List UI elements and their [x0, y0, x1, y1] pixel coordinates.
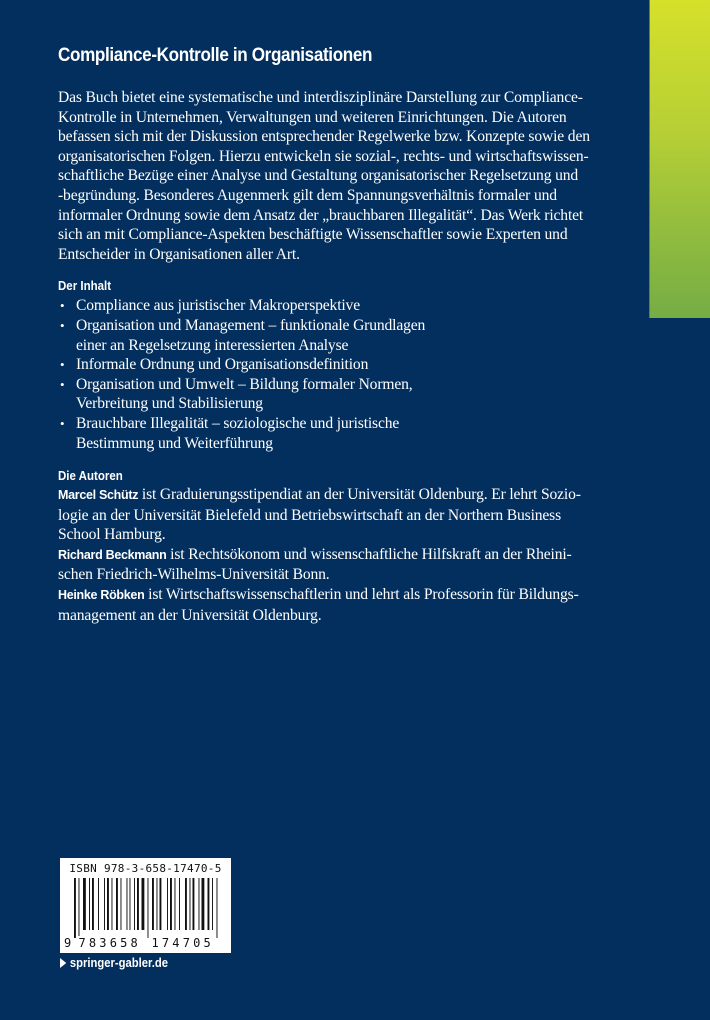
publisher-website-link[interactable] [60, 956, 168, 970]
barcode-digits [64, 936, 227, 950]
author-bio-first-line [58, 545, 618, 566]
contents-item [58, 414, 618, 453]
blurb-line: informaler Ordnung sowie dem Ansatz der „brauchbaren Illegalität“. Das Werk richtet [58, 206, 584, 224]
barcode-digit-lead: 9 [64, 936, 75, 950]
author-bio-line: School Hamburg. [58, 526, 166, 544]
barcode-bars-icon [74, 878, 219, 938]
author-name: Heinke Röbken [58, 588, 145, 603]
bullet-icon: • [60, 376, 65, 392]
publisher-link-text: springer-gabler.de [69, 956, 169, 970]
blurb-line: organisatorischen Folgen. Hierzu entwickeln sie sozial-, rechts- und wirtschaftswissen- [58, 147, 589, 165]
back-cover-content [58, 44, 618, 625]
author-bio-first-line [58, 485, 618, 506]
author-bio [58, 545, 618, 585]
blurb-line: Kontrolle in Unternehmen, Verwaltungen und weiteren Einrichtungen. Die Autoren [58, 108, 567, 126]
contents-item [58, 355, 618, 375]
contents-item-line: Bestimmung und Weiterführung [76, 434, 273, 452]
contents-item-line: Verbreitung und Stabilisierung [76, 395, 263, 413]
isbn-label: ISBN 978-3-658-17470-5 [69, 862, 222, 875]
bullet-icon: • [60, 357, 65, 373]
author-bio-line: logie an der Universität Bielefeld und Betriebswirtschaft an der Northern Business [58, 506, 562, 524]
contents-item-line: Organisation und Management – funktionale Grundlagen [76, 316, 426, 334]
blurb-line: Das Buch bietet eine systematische und interdisziplinäre Darstellung zur Compliance- [58, 89, 583, 106]
author-bio [58, 585, 618, 625]
blurb-paragraph [58, 88, 618, 264]
author-bios [58, 485, 618, 625]
contents-item-line: Compliance aus juristischer Makroperspektive [76, 297, 360, 315]
bullet-icon: • [60, 298, 65, 314]
author-bio-text: ist Wirtschaftswissenschaftlerin und lehrt als Professorin für Bildungs- [144, 586, 579, 604]
barcode-digits-right: 174705 [151, 936, 214, 950]
arrow-right-icon [60, 958, 66, 968]
contents-list [58, 296, 618, 453]
blurb-line: sich an mit Compliance-Aspekten beschäftigte Wissenschaftler sowie Experten und [58, 226, 568, 244]
accent-color-bar [649, 0, 710, 318]
contents-item-line: Organisation und Umwelt – Bildung formaler Normen, [76, 375, 413, 393]
author-name: Marcel Schütz [58, 488, 139, 503]
author-name: Richard Beckmann [58, 547, 167, 562]
author-bio-text: ist Rechtsökonom und wissenschaftliche Hilfskraft an der Rheini- [166, 545, 572, 563]
contents-item-line: Informale Ordnung und Organisationsdefinition [76, 356, 369, 374]
isbn-barcode [60, 858, 231, 953]
bullet-icon: • [60, 317, 65, 333]
bullet-icon: • [60, 415, 65, 431]
author-bio [58, 485, 618, 545]
author-bio-text: ist Graduierungsstipendiat an der Universität Oldenburg. Er lehrt Sozio- [138, 486, 581, 504]
barcode-digits-left: 783658 [78, 936, 141, 950]
blurb-line: befassen sich mit der Diskussion entsprechender Regelwerke bzw. Konzepte sowie den [58, 128, 590, 146]
author-bio-line: management an der Universität Oldenburg. [58, 606, 322, 624]
contents-item [58, 296, 618, 316]
blurb-line: Entscheider in Organisationen aller Art. [58, 245, 300, 263]
contents-heading: Der Inhalt [58, 279, 112, 294]
contents-item-line: Brauchbare Illegalität – soziologische und juristische [76, 414, 400, 432]
author-bio-first-line [58, 585, 618, 606]
book-title: Compliance-Kontrolle in Organisationen [58, 45, 373, 66]
authors-heading: Die Autoren [58, 469, 123, 484]
contents-item [58, 375, 618, 414]
blurb-line: -begründung. Besonderes Augenmerk gilt dem Spannungsverhältnis formaler und [58, 186, 557, 204]
authors-section [58, 468, 618, 625]
contents-section [58, 278, 618, 453]
contents-item [58, 316, 618, 355]
blurb-line: schaftliche Bezüge einer Analyse und Gestaltung organisatorischer Regelsetzung und [58, 167, 579, 185]
contents-item-line: einer an Regelsetzung interessierten Analyse [76, 336, 349, 354]
author-bio-line: schen Friedrich-Wilhelms-Universität Bonn. [58, 566, 330, 584]
